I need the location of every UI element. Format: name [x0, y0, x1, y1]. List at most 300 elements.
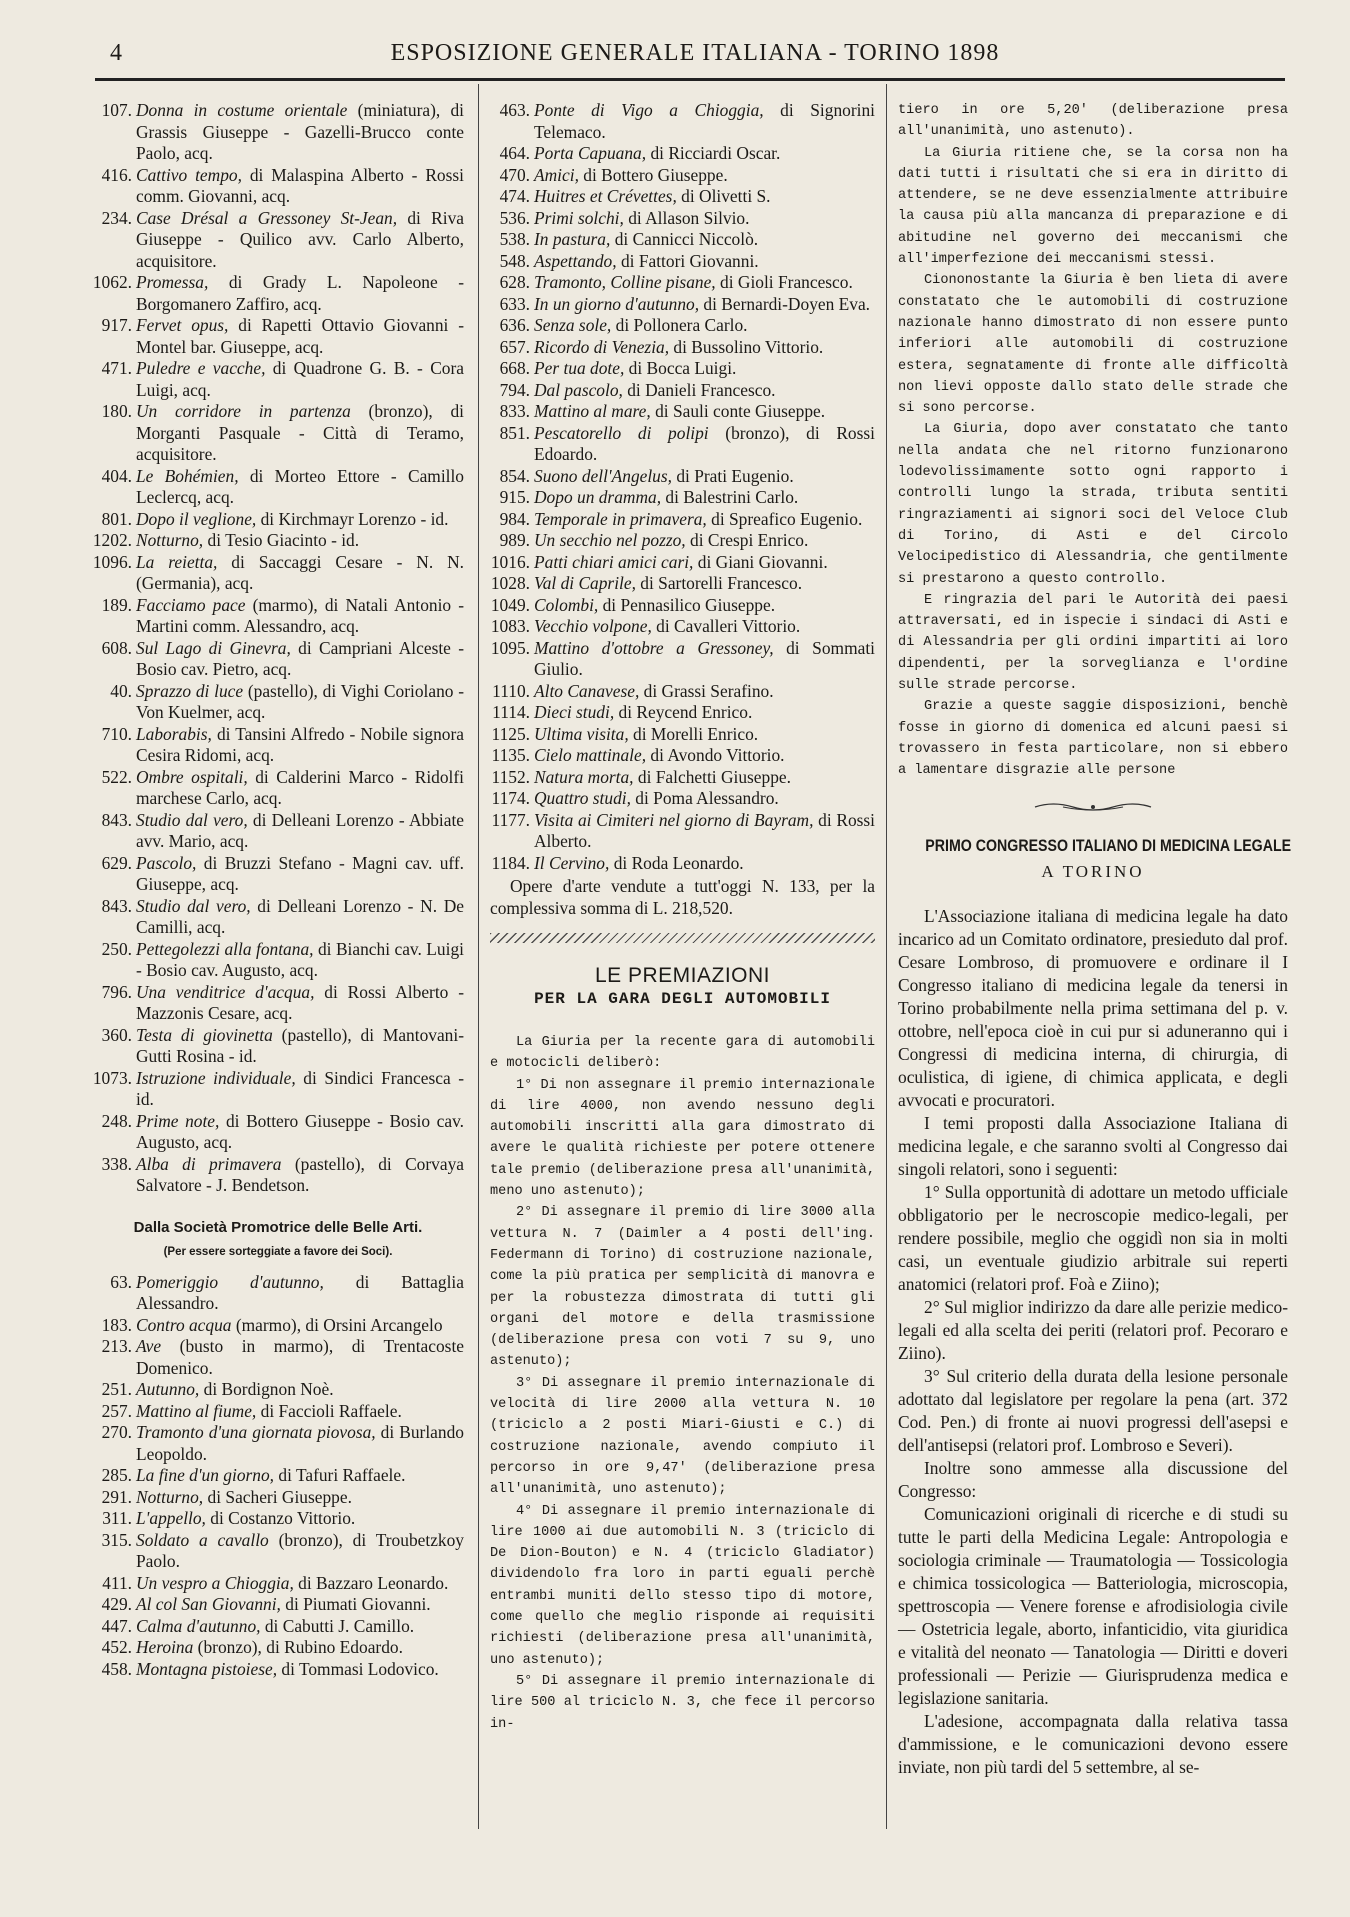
catalog-entry [92, 896, 464, 939]
artwork-title: Al col San Giovanni, [136, 1594, 281, 1614]
catalog-entry [92, 1465, 464, 1487]
entry-number: 794. [499, 379, 530, 400]
entry-number: 1083. [490, 616, 530, 636]
artwork-details: di Pollonera Carlo. [611, 315, 748, 335]
catalog-entry [92, 1068, 464, 1111]
catalog-entry [490, 423, 875, 466]
artwork-title: Mattino al fiume, [136, 1400, 257, 1421]
artwork-details: di Sacheri Giuseppe. [203, 1486, 352, 1507]
artwork-title: Suono dell'Angelus, [534, 465, 672, 486]
catalog-entry [490, 702, 875, 724]
ornament-divider [898, 798, 1288, 812]
congress-article-body [898, 905, 1288, 1779]
catalog-entry [490, 251, 875, 273]
artwork-title: Le Bohémien, [136, 465, 239, 486]
artwork-title: Dieci studi, [534, 702, 615, 722]
entry-number: 285. [101, 1465, 132, 1485]
artwork-title: Pescatorello di polipi [534, 422, 709, 443]
artwork-title: Alto Canavese, [534, 680, 640, 701]
entry-number: 404. [101, 465, 132, 486]
artwork-title: Dopo il veglione, [136, 508, 257, 529]
artwork-details: di Bordignon Noè. [199, 1379, 334, 1399]
column-divider [886, 84, 887, 1829]
catalog-entry [490, 315, 875, 337]
entry-number: 40. [110, 680, 132, 701]
artwork-title: Promessa, [136, 272, 209, 292]
artwork-title: Visita ai Cimiteri nel giorno di Bayram, [534, 809, 814, 830]
entry-number: 1028. [490, 573, 530, 593]
catalog-entry [92, 401, 464, 466]
paragraph: La Giuria ritiene che, se la corsa non ha dati tutti i risultati che si era in diritto di attendere, se ne deve essenzialmente attribuire la causa più alla mancanza di preparazione e di abitudine nel governo dei meccanismi che all'imperfezione dei meccanismi stessi. [898, 145, 1288, 268]
paragraph: 1° Di non assegnare il premio internazionale di lire 4000, non avendo nessuno degli automobili inscritti alla gara dimostrato di avere le qualità richieste per potere ottenere tale premio (deliberazione presa all'unanimità, meno uno astenuto); [490, 1077, 875, 1200]
catalog-entry [92, 595, 464, 638]
artwork-details: di Faccioli Raffaele. [256, 1400, 402, 1421]
catalog-entry [490, 229, 875, 251]
paragraph: La Giuria per la recente gara di automobili e motocicli deliberò: [490, 1035, 875, 1072]
catalog-entry [490, 745, 875, 767]
catalog-entry [92, 1487, 464, 1509]
artwork-title: In pastura, [534, 229, 611, 249]
artwork-title: Case Drésal a Gressoney St-Jean, [136, 207, 398, 228]
catalog-entry [490, 100, 875, 143]
artwork-title: Pascolo, [136, 852, 197, 873]
catalog-entry [92, 1637, 464, 1659]
artwork-details: di Reycend Enrico. [614, 702, 753, 722]
catalog-entry [92, 724, 464, 767]
artwork-details: di Roda Leonardo. [609, 852, 744, 873]
entry-number: 470. [499, 164, 530, 185]
paragraph: La Giuria, dopo aver constatato che tanto nella andata che nel ritorno funzionarono lodevolissimamente sotto ogni rapporto i controlli lungo la strada, tributa sentiti ringraziamenti ai signori soci del Veloce Club di Torino, di Asti e del Circolo Velocipedistico di Alessandria, che gentilmente si prestarono a questo controllo. [898, 422, 1288, 587]
artwork-title: Un secchio nel pozzo, [534, 530, 686, 550]
artwork-title: Mattino al mare, [534, 401, 651, 421]
entry-number: 1073. [92, 1067, 132, 1088]
entry-number: 989. [499, 530, 530, 550]
artwork-details: di Saccaggi Cesare - N. N. (Germania), acq. [136, 551, 464, 593]
page-number: 4 [110, 40, 122, 66]
paragraph: 4° Di assegnare il premio internazionale di lire 1000 ai due automobili N. 3 (triciclo di De Dion-Bouton) e N. 4 (triciclo Gladiator) dividendolo fra loro in parti eguali perchè entrambi muniti dello stesso tipo di motore, come quello che meglio risponde ai requisiti richiesti (deliberazione presa all'unanimità, uno astenuto); [490, 1503, 875, 1668]
artwork-title: Senza sole, [534, 315, 612, 335]
catalog-entry [92, 810, 464, 853]
catalog-entry [92, 1573, 464, 1595]
column-3 [898, 100, 1292, 1779]
artwork-title: Cattivo tempo, [136, 164, 242, 185]
entry-number: 668. [499, 358, 530, 378]
artwork-details: di Pennasilico Giuseppe. [598, 594, 776, 615]
artwork-details: di Fattori Giovanni. [616, 250, 759, 271]
artwork-title: Contro acqua [136, 1314, 232, 1335]
entry-number: 1062. [92, 272, 132, 292]
artwork-details: (pastello), di Corvaya Salvatore - J. Bendetson. [136, 1153, 464, 1195]
artwork-title: Pomeriggio d'autunno, [136, 1271, 324, 1292]
entry-number: 854. [499, 465, 530, 486]
entry-number: 538. [499, 229, 530, 249]
artwork-title: Ponte di Vigo a Chioggia, [534, 100, 764, 120]
artwork-title: Un corridore in partenza [136, 401, 351, 421]
catalog-entry [490, 165, 875, 187]
artwork-title: Colombi, [534, 594, 599, 615]
catalog-entry [490, 272, 875, 294]
artwork-title: Patti chiari amici cari, [534, 551, 694, 572]
catalog-entry [92, 358, 464, 401]
entry-number: 447. [101, 1615, 132, 1636]
catalog-entry [490, 208, 875, 230]
catalog-entry [92, 165, 464, 208]
paragraph: 2° Di assegnare il premio di lire 3000 alla vettura N. 7 (Daimler a 4 posti dell'ing. Federmann di Torino) di costruzione nazionale, come la più pratica per semplicità di manovra e per la robustezza dimostrata di tutti gli organi del motore e della trasmissione (deliberazione presa con voti 7 su 9, uno astenuto); [490, 1205, 875, 1370]
artwork-title: Ombre ospitali, [136, 766, 248, 787]
artwork-title: Cielo mattinale, [534, 745, 647, 765]
artwork-title: Testa di giovinetta [136, 1024, 273, 1045]
artwork-details: di Burlando Leopoldo. [136, 1422, 464, 1464]
artwork-title: Calma d'autunno, [136, 1615, 261, 1636]
entry-number: 629. [101, 852, 132, 873]
artwork-title: Istruzione individuale, [136, 1067, 296, 1088]
column-2 [490, 100, 875, 1735]
artwork-title: Huitres et Crévettes, [534, 186, 677, 206]
catalog-entry [92, 1659, 464, 1681]
catalog-entry [490, 294, 875, 316]
page-header [110, 40, 1280, 74]
running-title: ESPOSIZIONE GENERALE ITALIANA - TORINO 1898 [390, 40, 1000, 66]
catalog-entry [92, 853, 464, 896]
entry-number: 107. [101, 100, 132, 120]
entry-number: 471. [101, 358, 132, 378]
entry-number: 1114. [492, 702, 530, 722]
paragraph: 1° Sulla opportunità di adottare un metodo ufficiale obbligatorio per le necroscopie medico-legali, per rendere possibile, meglio che oggidì non sia in molti casi, un eventuale giudizio arbitrale sui reperti anatomici (relatori prof. Foà e Ziino); [898, 1181, 1288, 1294]
catalog-entry [490, 573, 875, 595]
artwork-title: Tramonto, Colline pisane, [534, 272, 716, 292]
artwork-details: (miniatura), di Grassis Giuseppe - Gazelli-Brucco conte Paolo, acq. [136, 100, 465, 163]
catalog-entry [92, 100, 464, 165]
entry-number: 1125. [491, 723, 530, 744]
section-subheading: (Per essere sorteggiate a favore dei Soci). [163, 1246, 393, 1258]
entry-number: 628. [499, 272, 530, 292]
artwork-details: (pastello), di Mantovani-Gutti Rosina - id. [136, 1024, 464, 1066]
entry-number: 1152. [491, 766, 530, 787]
congress-title: PRIMO CONGRESSO ITALIANO DI MEDICINA LEGALE [925, 836, 1292, 855]
artwork-details: di Delleani Lorenzo - Abbiate avv. Mario, acq. [136, 809, 465, 851]
artwork-details: di Bazzaro Leonardo. [293, 1572, 449, 1593]
header-rule [95, 78, 1285, 81]
catalog-entry [92, 982, 464, 1025]
artwork-details: di Bocca Luigi. [624, 358, 737, 378]
artwork-details: di Quadrone G. B. - Cora Luigi, acq. [136, 358, 464, 400]
catalog-entry [92, 208, 464, 273]
catalog-entry [92, 272, 464, 315]
artwork-title: Una venditrice d'acqua, [136, 981, 315, 1002]
catalog-entry [92, 552, 464, 595]
catalog-entry [490, 509, 875, 531]
entry-number: 801. [101, 508, 132, 529]
entry-number: 522. [101, 766, 132, 787]
catalog-entry [92, 681, 464, 724]
artwork-title: Heroina [136, 1637, 194, 1657]
catalog-entry [92, 1508, 464, 1530]
wavy-divider [490, 933, 875, 943]
entry-number: 463. [499, 100, 530, 120]
entry-number: 464. [499, 143, 530, 163]
artwork-details: di Crespi Enrico. [685, 530, 809, 550]
artwork-details: di Sartorelli Francesco. [635, 573, 803, 593]
artwork-title: Dopo un dramma, [534, 487, 662, 507]
artwork-title: Sul Lago di Ginevra, [136, 637, 291, 658]
artwork-title: Porta Capuana, [534, 143, 647, 163]
artwork-details: di Bottero Giuseppe. [578, 164, 728, 185]
paragraph: Ciononostante la Giuria è ben lieta di avere constatato che le automobili di costruzione nazionale hanno dimostrato di non essere punto inferiori alle automobili di costruzione estera, segnatamente di fronte alle difficoltà non lievi opposte dallo stato delle strade che si sono percorse. [898, 273, 1288, 417]
catalog-entry [490, 401, 875, 423]
artwork-details: di Rapetti Ottavio Giovanni - Montel bar. Giuseppe, acq. [136, 315, 465, 357]
artwork-title: Natura morta, [534, 766, 634, 787]
artwork-details: (pastello), di Vighi Coriolano - Von Kuelmer, acq. [136, 680, 464, 722]
lottery-artworks-list [92, 1272, 464, 1681]
catalog-entry [92, 1401, 464, 1423]
entry-number: 1135. [491, 745, 530, 765]
artwork-title: Puledre e vacche, [136, 358, 266, 378]
entry-number: 315. [101, 1529, 132, 1550]
artwork-details: di Rossi Alberto - Mazzonis Cesare, acq. [136, 981, 464, 1023]
entry-number: 1110. [492, 680, 530, 701]
artwork-details: di Cannicci Niccolò. [610, 229, 759, 249]
paragraph: Grazie a queste saggie disposizioni, benchè fosse in giorno di domenica ed alcuni paesi si trovassero in festa particolare, non si ebbero a lamentare disgrazie alle persone [898, 699, 1288, 779]
artwork-details: di Grassi Serafino. [639, 680, 774, 701]
catalog-entry [92, 1025, 464, 1068]
entry-number: 234. [101, 207, 132, 228]
artwork-title: Per tua dote, [534, 358, 625, 378]
catalog-entry [92, 509, 464, 531]
catalog-entry [92, 1422, 464, 1465]
entry-number: 796. [101, 981, 132, 1002]
paragraph: Inoltre sono ammesse alla discussione del Congresso: [898, 1457, 1288, 1501]
artwork-title: Alba di primavera [136, 1153, 282, 1174]
entry-number: 311. [102, 1508, 132, 1528]
artwork-details: di Balestrini Carlo. [661, 487, 799, 507]
artwork-details: di Sommati Giulio. [534, 637, 875, 679]
catalog-entry [92, 1530, 464, 1573]
catalog-entry [92, 466, 464, 509]
entry-number: 458. [101, 1658, 132, 1679]
paragraph: L'Associazione italiana di medicina legale ha dato incarico ad un Comitato ordinatore, presieduto dal prof. Cesare Lombroso, di promuovere e ordinare il I Congresso italiano di medicina legale da tenersi in Torino probabilmente nella prima settimana del p. v. ottobre, nell'epoca cioè in cui pur si aduneranno qui i Congressi di medicina interna, di chirurgia, di oculistica, di igiene, di chimica applicata, e degli avvocati e procuratori. [898, 905, 1288, 1110]
artwork-title: Val di Caprile, [534, 573, 636, 593]
artwork-details: di Tommasi Lodovico. [277, 1658, 439, 1679]
entry-number: 548. [499, 250, 530, 271]
artwork-details: di Cavalleri Vittorio. [651, 616, 801, 636]
entry-number: 291. [101, 1486, 132, 1507]
artwork-details: di Tansini Alfredo - Nobile signora Cesira Ridomi, acq. [136, 723, 464, 765]
catalog-entry [490, 186, 875, 208]
catalog-entry [490, 380, 875, 402]
catalog-entry [92, 767, 464, 810]
entry-number: 429. [101, 1594, 132, 1614]
artwork-title: Dal pascolo, [534, 379, 623, 400]
artwork-title: Il Cervino, [534, 852, 610, 873]
entry-number: 843. [101, 809, 132, 830]
artwork-title: Primi solchi, [534, 207, 624, 228]
sales-summary: Opere d'arte vendute a tutt'oggi N. 133, per la complessiva somma di L. 218,520. [490, 876, 875, 918]
entry-number: 338. [101, 1153, 132, 1174]
artwork-details: di Piumati Giovanni. [280, 1594, 431, 1614]
artwork-title: Studio dal vero, [136, 809, 248, 830]
artwork-title: Donna in costume orientale [136, 100, 348, 120]
column-divider [478, 84, 479, 1829]
entry-number: 63. [110, 1271, 132, 1292]
column-1 [92, 100, 464, 1680]
entry-number: 1184. [491, 852, 530, 873]
artwork-title: Montagna pistoiese, [136, 1658, 278, 1679]
entry-number: 189. [101, 594, 132, 615]
artwork-title: Ave [136, 1336, 162, 1356]
artwork-title: Quattro studi, [534, 788, 631, 808]
artwork-details: di Prati Eugenio. [672, 465, 794, 486]
artwork-details: di Avondo Vittorio. [646, 745, 785, 765]
paragraph: tiero in ore 5,20′ (deliberazione presa all'unanimità, uno astenuto). [898, 103, 1288, 140]
artwork-details: di Falchetti Giuseppe. [633, 766, 791, 787]
entry-number: 633. [499, 293, 530, 314]
artwork-title: Amici, [534, 164, 579, 185]
catalog-entry [490, 143, 875, 165]
artwork-title: In un giorno d'autunno, [534, 293, 700, 314]
artwork-title: Fervet opus, [136, 315, 229, 335]
entry-number: 250. [101, 938, 132, 959]
catalog-entry [92, 315, 464, 358]
entry-number: 833. [499, 401, 530, 421]
artwork-details: di Bussolino Vittorio. [669, 336, 824, 357]
entry-number: 257. [101, 1400, 132, 1421]
catalog-entry [92, 1154, 464, 1197]
catalog-entry [490, 616, 875, 638]
artwork-details: (bronzo), di Rubino Edoardo. [193, 1637, 403, 1657]
artwork-details: di Sindici Francesca - id. [136, 1067, 464, 1109]
entry-number: 851. [499, 422, 530, 443]
artwork-title: Autunno, [136, 1379, 200, 1399]
paragraph: 5° Di assegnare il premio internazionale di lire 500 al triciclo N. 3, che fece il percorso in- [490, 1673, 875, 1732]
catalog-entry [490, 638, 875, 681]
artwork-details: di Ricciardi Oscar. [646, 143, 781, 163]
paragraph: E ringrazia del pari le Autorità dei paesi attraversati, ed in ispecie i sindaci di Asti e di Alessandria per gli ordini impartiti ai loro dipendenti, per la sorveglianza e l'ordine sulle strade percorse. [898, 592, 1288, 694]
artwork-title: Ultima visita, [534, 723, 629, 744]
entry-number: 1177. [491, 809, 530, 830]
artwork-title: Studio dal vero, [136, 895, 251, 916]
artwork-details: di Morelli Enrico. [628, 723, 759, 744]
catalog-entry [490, 853, 875, 875]
artwork-details: di Danieli Francesco. [622, 379, 776, 400]
artwork-details: di Malaspina Alberto - Rossi comm. Giovanni, acq. [136, 164, 464, 206]
artwork-title: Temporale in primavera, [534, 508, 707, 529]
catalog-entry [92, 1616, 464, 1638]
catalog-entry [490, 466, 875, 488]
artwork-title: Notturno, [136, 1486, 204, 1507]
artwork-details: di Allason Silvio. [623, 207, 750, 228]
entry-number: 917. [101, 315, 132, 335]
entry-number: 657. [499, 336, 530, 357]
artwork-details: di Bianchi cav. Luigi - Bosio cav. Augusto, acq. [136, 938, 464, 980]
entry-number: 251. [101, 1379, 132, 1399]
artwork-title: La fine d'un giorno, [136, 1465, 275, 1485]
catalog-entry [490, 358, 875, 380]
article-title: LE PREMIAZIONI [594, 964, 771, 987]
artwork-title: Soldato a cavallo [136, 1529, 269, 1550]
artwork-title: La reietta, [136, 551, 218, 572]
entry-number: 1016. [490, 551, 530, 572]
artwork-details: di Morteo Ettore - Camillo Leclercq, acq. [136, 465, 465, 507]
catalog-entry [490, 767, 875, 789]
artwork-details: di Bottero Giuseppe - Bosio cav. Augusto, acq. [136, 1110, 464, 1152]
paragraph: 3° Di assegnare il premio internazionale di velocità di lire 2000 alla vettura N. 10 (triciclo a 2 posti Miari-Giusti e C.) di costruzione nazionale, avendo compiuto il percorso in ore 9,47′ (deliberazione presa all'unanimità, uno astenuto); [490, 1375, 875, 1498]
artwork-details: di Delleani Lorenzo - N. De Camilli, acq. [136, 895, 465, 937]
artwork-details: (marmo), di Orsini Arcangelo [231, 1314, 443, 1335]
artwork-details: di Bruzzi Stefano - Magni cav. uff. Giuseppe, acq. [136, 852, 464, 894]
artwork-details: di Calderini Marco - Ridolfi marchese Carlo, acq. [136, 766, 464, 808]
artwork-title: Tramonto d'una giornata piovosa, [136, 1422, 376, 1442]
paragraph: L'adesione, accompagnata dalla relativa tassa d'ammissione, e le comunicazioni devono essere inviate, non più tardi del 5 settembre, al se- [898, 1710, 1288, 1777]
artwork-title: Mattino d'ottobre a Gressoney, [534, 637, 774, 658]
section-heading: Dalla Società Promotrice delle Belle Arti. [133, 1218, 423, 1236]
entry-number: 183. [101, 1314, 132, 1335]
catalog-entry [92, 1111, 464, 1154]
sold-artworks-list [490, 100, 875, 874]
catalog-entry [490, 595, 875, 617]
artwork-details: di Battaglia Alessandro. [136, 1271, 464, 1313]
artwork-details: (bronzo), di Rossi Edoardo. [534, 422, 875, 464]
artwork-title: Laborabis, [136, 723, 212, 744]
artwork-details: di Tesio Giacinto - id. [203, 530, 360, 550]
entry-number: 180. [101, 401, 132, 421]
entry-number: 270. [101, 1422, 132, 1442]
artwork-details: di Signorini Telemaco. [534, 100, 875, 142]
entry-number: 411. [102, 1572, 132, 1593]
catalog-entry [490, 530, 875, 552]
entry-number: 984. [499, 508, 530, 529]
artwork-details: di Tafuri Raffaele. [274, 1465, 406, 1485]
entry-number: 474. [499, 186, 530, 206]
artwork-details: di Kirchmayr Lorenzo - id. [256, 508, 449, 529]
artwork-details: di Olivetti S. [676, 186, 771, 206]
catalog-entry [92, 1315, 464, 1337]
artwork-details: di Giani Giovanni. [693, 551, 828, 572]
catalog-entry [490, 681, 875, 703]
article-continuation [898, 100, 1288, 782]
entry-number: 710. [101, 723, 132, 744]
entry-number: 360. [101, 1024, 132, 1045]
catalog-entry [92, 1594, 464, 1616]
artwork-details: (bronzo), di Troubetzkoy Paolo. [136, 1529, 464, 1571]
entry-number: 1096. [92, 551, 132, 572]
entry-number: 452. [101, 1637, 132, 1657]
catalog-entry [490, 337, 875, 359]
entry-number: 843. [101, 895, 132, 916]
paragraph: Comunicazioni originali di ricerche e di studi su tutte le parti della Medicina Legale: Antropologia e sociologia criminale — Traumatologia — Tossicologia e chimica tossicologica — Batteriologia, microscopia, spettroscopia — Venere forense e afrodisiologia civile — Ostetricia legale, aborto, infanticidio, vita giuridica e vitalità del neonato — Tanatologia — Diritti e doveri professionali — Perizie — Giurisprudenza medica e legislazione sanitaria. [898, 1503, 1288, 1708]
entry-number: 536. [499, 207, 530, 228]
artwork-title: Ricordo di Venezia, [534, 336, 670, 357]
sold-artworks-list [92, 100, 464, 1197]
catalog-entry [490, 788, 875, 810]
entry-number: 416. [101, 164, 132, 185]
artwork-title: Facciamo pace [136, 594, 246, 615]
artwork-details: di Rossi Alberto. [534, 809, 876, 851]
artwork-title: L'appello, [136, 1508, 206, 1528]
paragraph: 3° Sul criterio della durata della lesione personale adottato dal legislatore per regolare la pena (art. 372 Cod. Pen.) di fronte ai nuovi progressi dell'asepsi e dell'antisepsi (relatori prof. Lombroso e Severi). [898, 1365, 1288, 1455]
artwork-title: Vecchio volpone, [534, 616, 652, 636]
entry-number: 1095. [490, 637, 530, 658]
catalog-entry [490, 552, 875, 574]
article-body [490, 1032, 875, 1735]
catalog-entry [92, 939, 464, 982]
paragraph: I temi proposti dalla Associazione Italiana di medicina legale, e che saranno svolti al Congresso dai singoli relatori, sono i seguenti: [898, 1112, 1288, 1179]
artwork-details: di Bernardi-Doyen Eva. [699, 293, 871, 314]
catalog-entry [490, 724, 875, 746]
catalog-entry [92, 530, 464, 552]
artwork-details: di Riva Giuseppe - Quilico avv. Carlo Alberto, acquisitore. [136, 207, 464, 271]
artwork-details: di Grady L. Napoleone - Borgomanero Zaffiro, acq. [136, 272, 464, 314]
artwork-details: di Gioli Francesco. [715, 272, 853, 292]
